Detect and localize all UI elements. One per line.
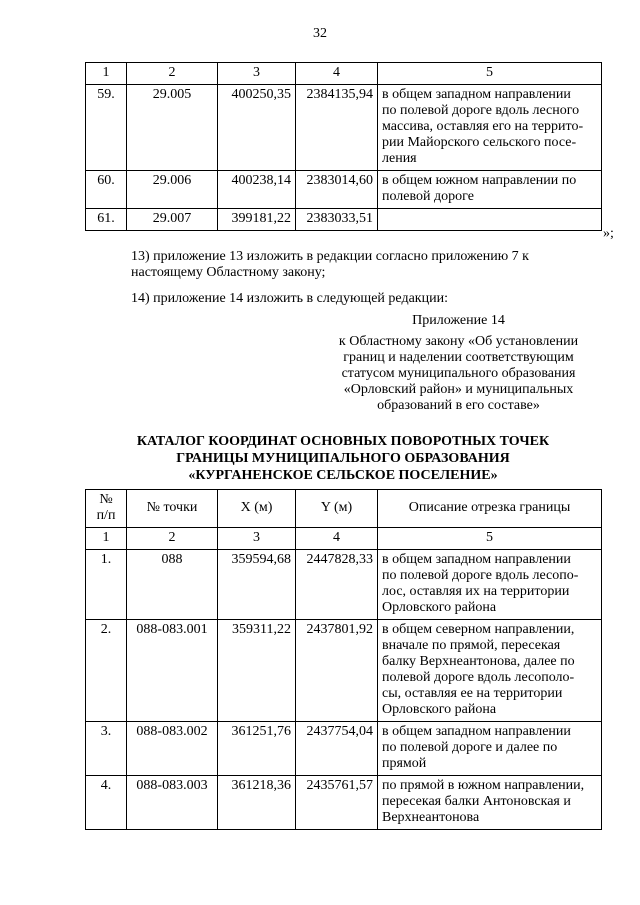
table-row: [86, 776, 602, 830]
text-line: границ и наделении соответствующим: [343, 350, 574, 365]
text-line: в общем западном направлении: [382, 724, 571, 739]
table-row: [86, 550, 602, 620]
segment-description: [378, 722, 602, 776]
continued-coordinates-table: [85, 62, 602, 231]
text-line: в общем северном направлении,: [382, 622, 575, 637]
header-line: п/п: [96, 508, 116, 523]
text-line: в общем западном направлении: [382, 87, 571, 102]
row-number: 59.: [86, 85, 127, 171]
text-line: «Орловский район» и муниципальных: [343, 382, 574, 397]
header-cell: 4: [296, 63, 378, 85]
text-line: балку Верхнеантонова, далее по: [382, 654, 575, 669]
column-header-number: [86, 490, 127, 528]
point-number: 088-083.001: [127, 620, 218, 722]
table-row: [86, 209, 602, 231]
row-number: 4.: [86, 776, 127, 830]
x-coordinate: 361251,76: [218, 722, 296, 776]
appendix-title: Приложение 14: [412, 313, 505, 328]
x-coordinate: 400250,35: [218, 85, 296, 171]
y-coordinate: 2447828,33: [296, 550, 378, 620]
catalog-heading: [85, 433, 601, 484]
coordinates-catalog-table: [85, 489, 602, 830]
header-cell: 2: [127, 63, 218, 85]
column-header-description: Описание отрезка границы: [378, 490, 602, 528]
text-line: массива, оставляя его на террито-: [382, 119, 584, 134]
text-line: в общем южном направлении по: [382, 173, 577, 188]
text-line: по полевой дороге и далее по: [382, 740, 558, 755]
text-line: Орловского района: [382, 702, 497, 717]
header-cell: 5: [378, 63, 602, 85]
page-number: 32: [313, 26, 327, 41]
text-line: полевой дороге вдоль лесополо-: [382, 670, 575, 685]
header-cell: 5: [378, 528, 602, 550]
text-line: сы, оставляя ее на территории: [382, 686, 563, 701]
y-coordinate: 2383014,60: [296, 171, 378, 209]
table-row: [86, 722, 602, 776]
table-row: [86, 85, 602, 171]
table-row: [86, 171, 602, 209]
text-line: полевой дороге: [382, 189, 474, 204]
text-line: лос, оставляя их на территории: [382, 584, 570, 599]
x-coordinate: 361218,36: [218, 776, 296, 830]
text-line: рии Майорского сельского посе-: [382, 135, 577, 150]
text-line: вначале по прямой, пересекая: [382, 638, 561, 653]
header-cell: 1: [86, 63, 127, 85]
row-number: 61.: [86, 209, 127, 231]
point-number: 29.007: [127, 209, 218, 231]
y-coordinate: 2437801,92: [296, 620, 378, 722]
column-header-point: № точки: [127, 490, 218, 528]
text-line: настоящему Областному закону;: [131, 265, 326, 280]
text-line: образований в его составе»: [377, 398, 540, 413]
y-coordinate: 2437754,04: [296, 722, 378, 776]
text-line: по полевой дороге вдоль лесопо-: [382, 568, 579, 583]
point-number: 088-083.003: [127, 776, 218, 830]
table-row: [86, 620, 602, 722]
text-line: Орловского района: [382, 600, 497, 615]
table-header-numbers: [86, 528, 602, 550]
text-line: пересекая балки Антоновская и: [382, 794, 571, 809]
header-cell: 3: [218, 63, 296, 85]
text-line: по полевой дороге вдоль лесного: [382, 103, 580, 118]
row-number: 1.: [86, 550, 127, 620]
text-line: КАТАЛОГ КООРДИНАТ ОСНОВНЫХ ПОВОРОТНЫХ ТОЧЕК: [136, 434, 550, 449]
point-number: 088-083.002: [127, 722, 218, 776]
y-coordinate: 2435761,57: [296, 776, 378, 830]
header-cell: 3: [218, 528, 296, 550]
text-line: 13) приложение 13 изложить в редакции согласно приложению 7 к: [131, 249, 529, 264]
table-header-numbers: [86, 63, 602, 85]
y-coordinate: 2383033,51: [296, 209, 378, 231]
segment-description: [378, 550, 602, 620]
row-number: 2.: [86, 620, 127, 722]
segment-description: [378, 85, 602, 171]
text-line: ГРАНИЦЫ МУНИЦИПАЛЬНОГО ОБРАЗОВАНИЯ: [176, 451, 510, 466]
x-coordinate: 399181,22: [218, 209, 296, 231]
appendix-reference: [316, 334, 601, 414]
segment-description: [378, 620, 602, 722]
column-header-y: Y (м): [296, 490, 378, 528]
point-number: 088: [127, 550, 218, 620]
text-line: «КУРГАНЕНСКОЕ СЕЛЬСКОЕ ПОСЕЛЕНИЕ»: [188, 468, 498, 483]
header-cell: 1: [86, 528, 127, 550]
text-line: в общем западном направлении: [382, 552, 571, 567]
paragraph-14: 14) приложение 14 изложить в следующей редакции:: [131, 291, 448, 306]
point-number: 29.006: [127, 171, 218, 209]
text-line: ления: [382, 151, 417, 166]
x-coordinate: 400238,14: [218, 171, 296, 209]
segment-description: [378, 209, 602, 231]
closing-quote: »;: [603, 226, 614, 241]
x-coordinate: 359594,68: [218, 550, 296, 620]
segment-description: [378, 171, 602, 209]
text-line: Верхнеантонова: [382, 810, 480, 825]
header-line: №: [99, 492, 113, 507]
header-cell: 2: [127, 528, 218, 550]
row-number: 3.: [86, 722, 127, 776]
paragraph-13: [85, 249, 601, 281]
x-coordinate: 359311,22: [218, 620, 296, 722]
point-number: 29.005: [127, 85, 218, 171]
table-header: [86, 490, 602, 528]
text-line: [382, 211, 597, 227]
header-cell: 4: [296, 528, 378, 550]
row-number: 60.: [86, 171, 127, 209]
y-coordinate: 2384135,94: [296, 85, 378, 171]
text-line: к Областному закону «Об установлении: [338, 334, 579, 349]
text-line: статусом муниципального образования: [341, 366, 576, 381]
column-header-x: X (м): [218, 490, 296, 528]
text-line: прямой: [382, 756, 427, 771]
text-line: по прямой в южном направлении,: [382, 778, 585, 793]
segment-description: [378, 776, 602, 830]
